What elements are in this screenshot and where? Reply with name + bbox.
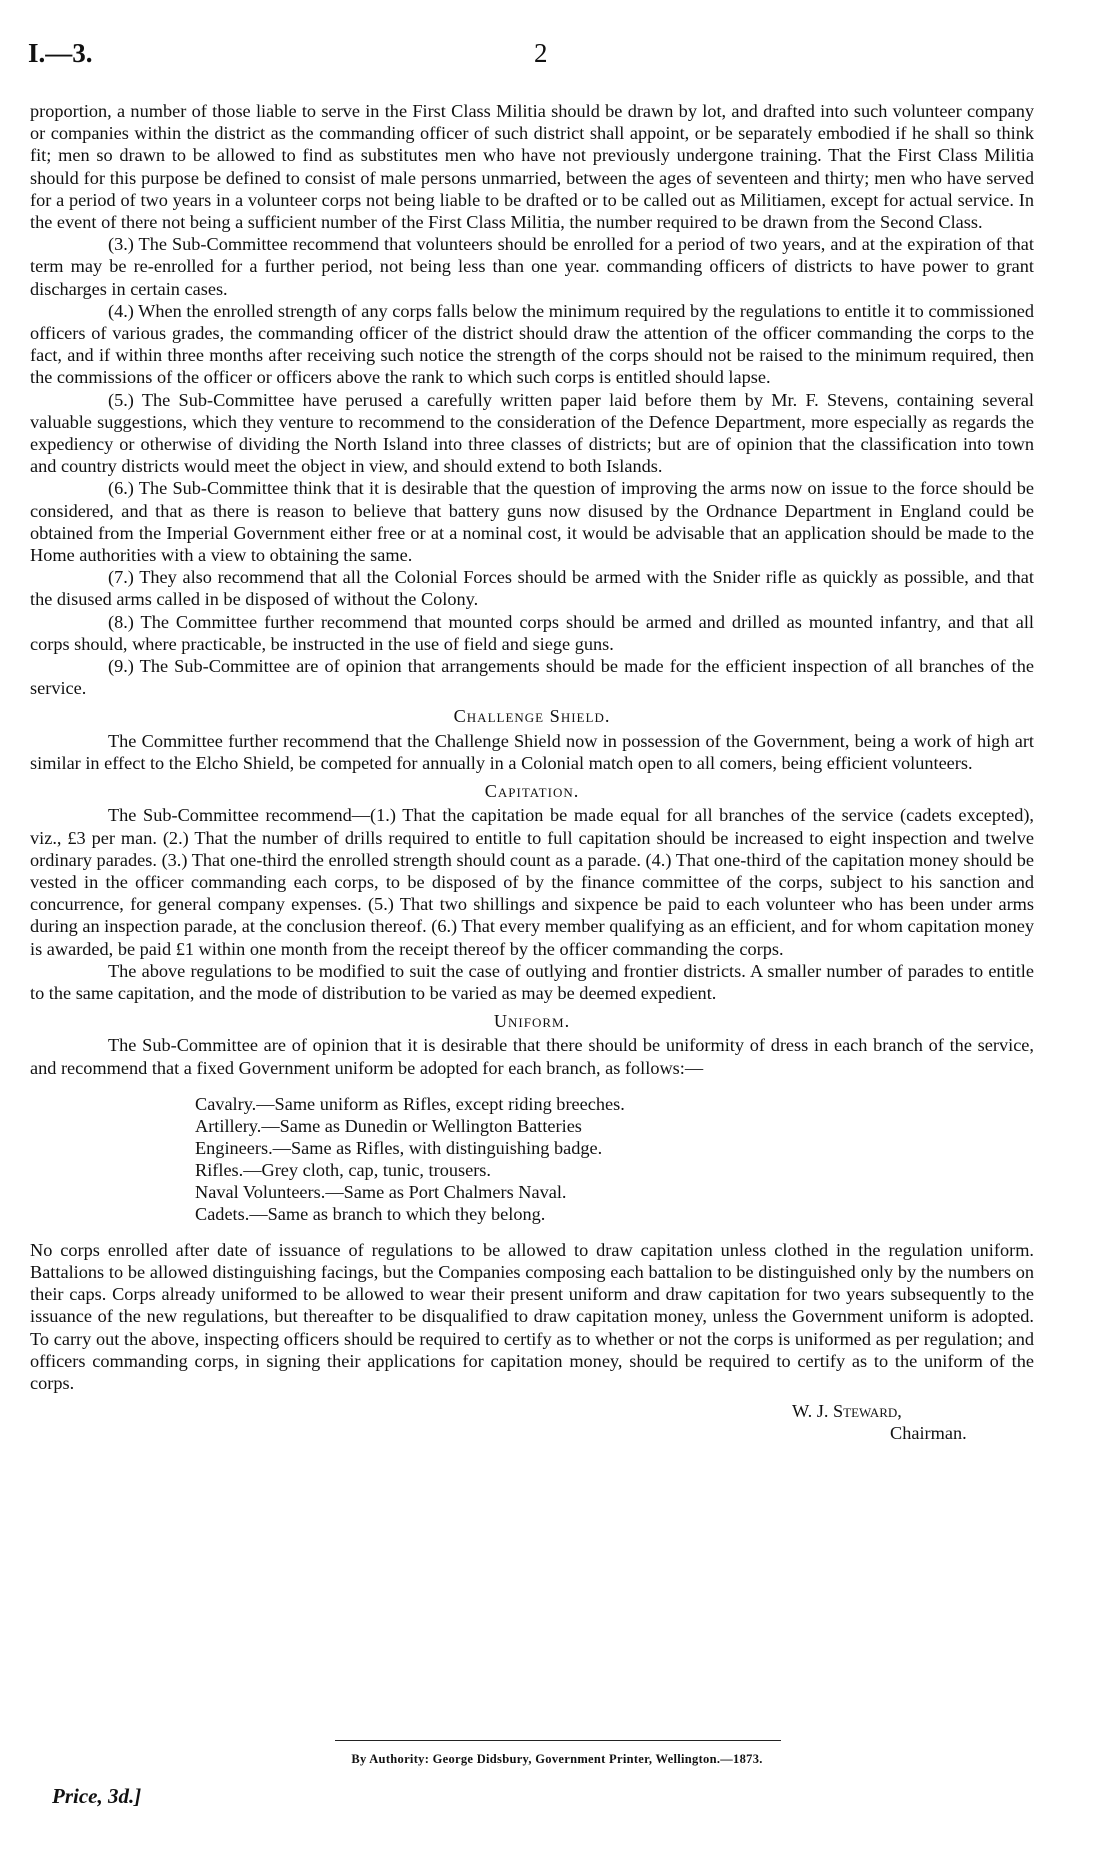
signatory-name: W. J. Steward, [792, 1401, 902, 1422]
uniform-item-engineers: Engineers.—Same as Rifles, with distinguishing badge. [195, 1137, 603, 1158]
uniform-item-rifles: Rifles.—Grey cloth, cap, tunic, trousers. [195, 1159, 491, 1180]
signature-block [30, 1400, 1034, 1450]
challenge-shield-paragraph: The Committee further recommend that the Challenge Shield now in possession of the Government, being a work of high art similar in effect to the Elcho Shield, be competed for annually in a Colonial match open to all comers, being efficient volunteers. [30, 730, 1034, 773]
uniform-heading: Uniform. [493, 1011, 571, 1032]
paragraph-militia-continued: proportion, a number of those liable to serve in the First Class Militia should be drawn by lot, and drafted into such volunteer company or companies within the district as the commanding officer of such district shall appoint, or be separately embodied if he shall so think fit; men so drawn to be allowed to find as substitutes men who have not previously undergone training. That the First Class Militia should for this purpose be defined to consist of male persons unmarried, between the ages of seventeen and thirty; men who have served for a period of two years in a volunteer corps not being liable to be drafted or to be called out as Militiamen, except for actual service. In the event of there not being a sufficient number of the First Class Militia, the number required to be drawn from the Second Class. [30, 101, 1034, 233]
paragraph-4: (4.) When the enrolled strength of any corps falls below the minimum required by the regulations to entitle it to commissioned officers of various grades, the commanding officer of the district should draw the attention of the officer commanding the corps to the fact, and if within three months after receiving such notice the strength of the corps should not be raised to the minimum required, then the commissions of the officer or officers above the rank to which such corps is entitled should lapse. [30, 300, 1034, 388]
challenge-shield-heading: Challenge Shield. [453, 706, 611, 727]
uniform-intro-paragraph: The Sub-Committee are of opinion that it is desirable that there should be uniformity of dress in each branch of the service, and recommend that a fixed Government uniform be adopted for each branch, as follows:— [30, 1035, 1034, 1078]
uniform-item-cavalry: Cavalry.—Same uniform as Rifles, except riding breeches. [195, 1093, 625, 1114]
paragraph-8: (8.) The Committee further recommend that mounted corps should be armed and drilled as mounted infantry, and that all corps should, where practicable, be instructed in the use of field and siege guns. [30, 611, 1034, 654]
price-note: Price, 3d.] [52, 1784, 142, 1808]
uniform-item-artillery: Artillery.—Same as Dunedin or Wellington Batteries [195, 1115, 582, 1136]
uniform-closing-paragraph: No corps enrolled after date of issuance of regulations to be allowed to draw capitation unless clothed in the regulation uniform. Battalions to be allowed distinguishing facings, but the Companies composing each battalion to be distinguished only by the numbers on their caps. Corps already uniformed to be allowed to wear their present uniform and draw capitation for two years subsequently to the issuance of the new regulations, but thereafter to be disqualified to draw capitation money, unless the Government uniform is adopted. To carry out the above, inspecting officers should be required to certify as to whether or not the corps is uniformed as per regulation; and officers commanding corps, in signing their applications for capitation money, should be required to certify as to the uniform of the corps. [30, 1239, 1034, 1393]
printer-imprint: By Authority: George Didsbury, Government Printer, Wellington.—1873. [351, 1752, 763, 1766]
page-number: 2 [534, 38, 548, 68]
uniform-item-naval-volunteers: Naval Volunteers.—Same as Port Chalmers Naval. [195, 1181, 567, 1202]
uniform-item-cadets: Cadets.—Same as branch to which they belong. [195, 1203, 546, 1224]
document-body [30, 100, 1034, 1450]
paragraph-7: (7.) They also recommend that all the Colonial Forces should be armed with the Snider rifle as quickly as possible, and that the disused arms called in be disposed of without the Colony. [30, 567, 1034, 610]
footer-divider [335, 1740, 781, 1741]
capitation-heading: Capitation. [484, 781, 580, 802]
paragraph-5: (5.) The Sub-Committee have perused a carefully written paper laid before them by Mr. F. Stevens, containing several valuable suggestions, which they venture to recommend to the consideration of the Defence Department, more especially as regards the expediency or otherwise of dividing the North Island into three classes of districts; but are of opinion that the classification into town and country districts would meet the object in view, and should extend to both Islands. [30, 389, 1034, 477]
paragraph-3: (3.) The Sub-Committee recommend that volunteers should be enrolled for a period of two years, and at the expiration of that term may be re-enrolled for a further period, not being less than one year. commanding officers of districts to have power to grant discharges in certain cases. [30, 234, 1034, 299]
uniform-list [195, 1093, 1034, 1225]
paragraph-6: (6.) The Sub-Committee think that it is desirable that the question of improving the arms now on issue to the force should be considered, and that as there is reason to believe that battery guns now disused by the Ordnance Department in England could be obtained from the Imperial Government either free or at a nominal cost, it would be advisable that an application should be made to the Home authorities with a view to obtaining the same. [30, 478, 1034, 566]
document-reference: I.—3. [28, 38, 93, 68]
signatory-title: Chairman. [890, 1423, 967, 1444]
capitation-paragraph: The Sub-Committee recommend—(1.) That the capitation be made equal for all branches of the service (cadets excepted), viz., £3 per man. (2.) That the number of drills required to entitle to full capitation should be increased to eight inspection and twelve ordinary parades. (3.) That one-third the enrolled strength should count as a parade. (4.) That one-third of the capitation money should be vested in the officer commanding each corps, to be disposed of by the finance committee of the corps, subject to his sanction and concurrence, for general company expenses. (5.) That two shillings and sixpence be paid to each volunteer who has been under arms during an inspection parade, at the conclusion thereof. (6.) That every member qualifying as an efficient, and for whom capitation money is awarded, be paid £1 within one month from the receipt thereof by the officer commanding the corps. [30, 805, 1034, 959]
capitation-modification-paragraph: The above regulations to be modified to suit the case of outlying and frontier districts. A smaller number of parades to entitle to the same capitation, and the mode of distribution to be varied as may be deemed expedient. [30, 960, 1034, 1003]
page-header [0, 38, 1114, 78]
paragraph-9: (9.) The Sub-Committee are of opinion that arrangements should be made for the efficient inspection of all branches of the service. [30, 656, 1034, 699]
